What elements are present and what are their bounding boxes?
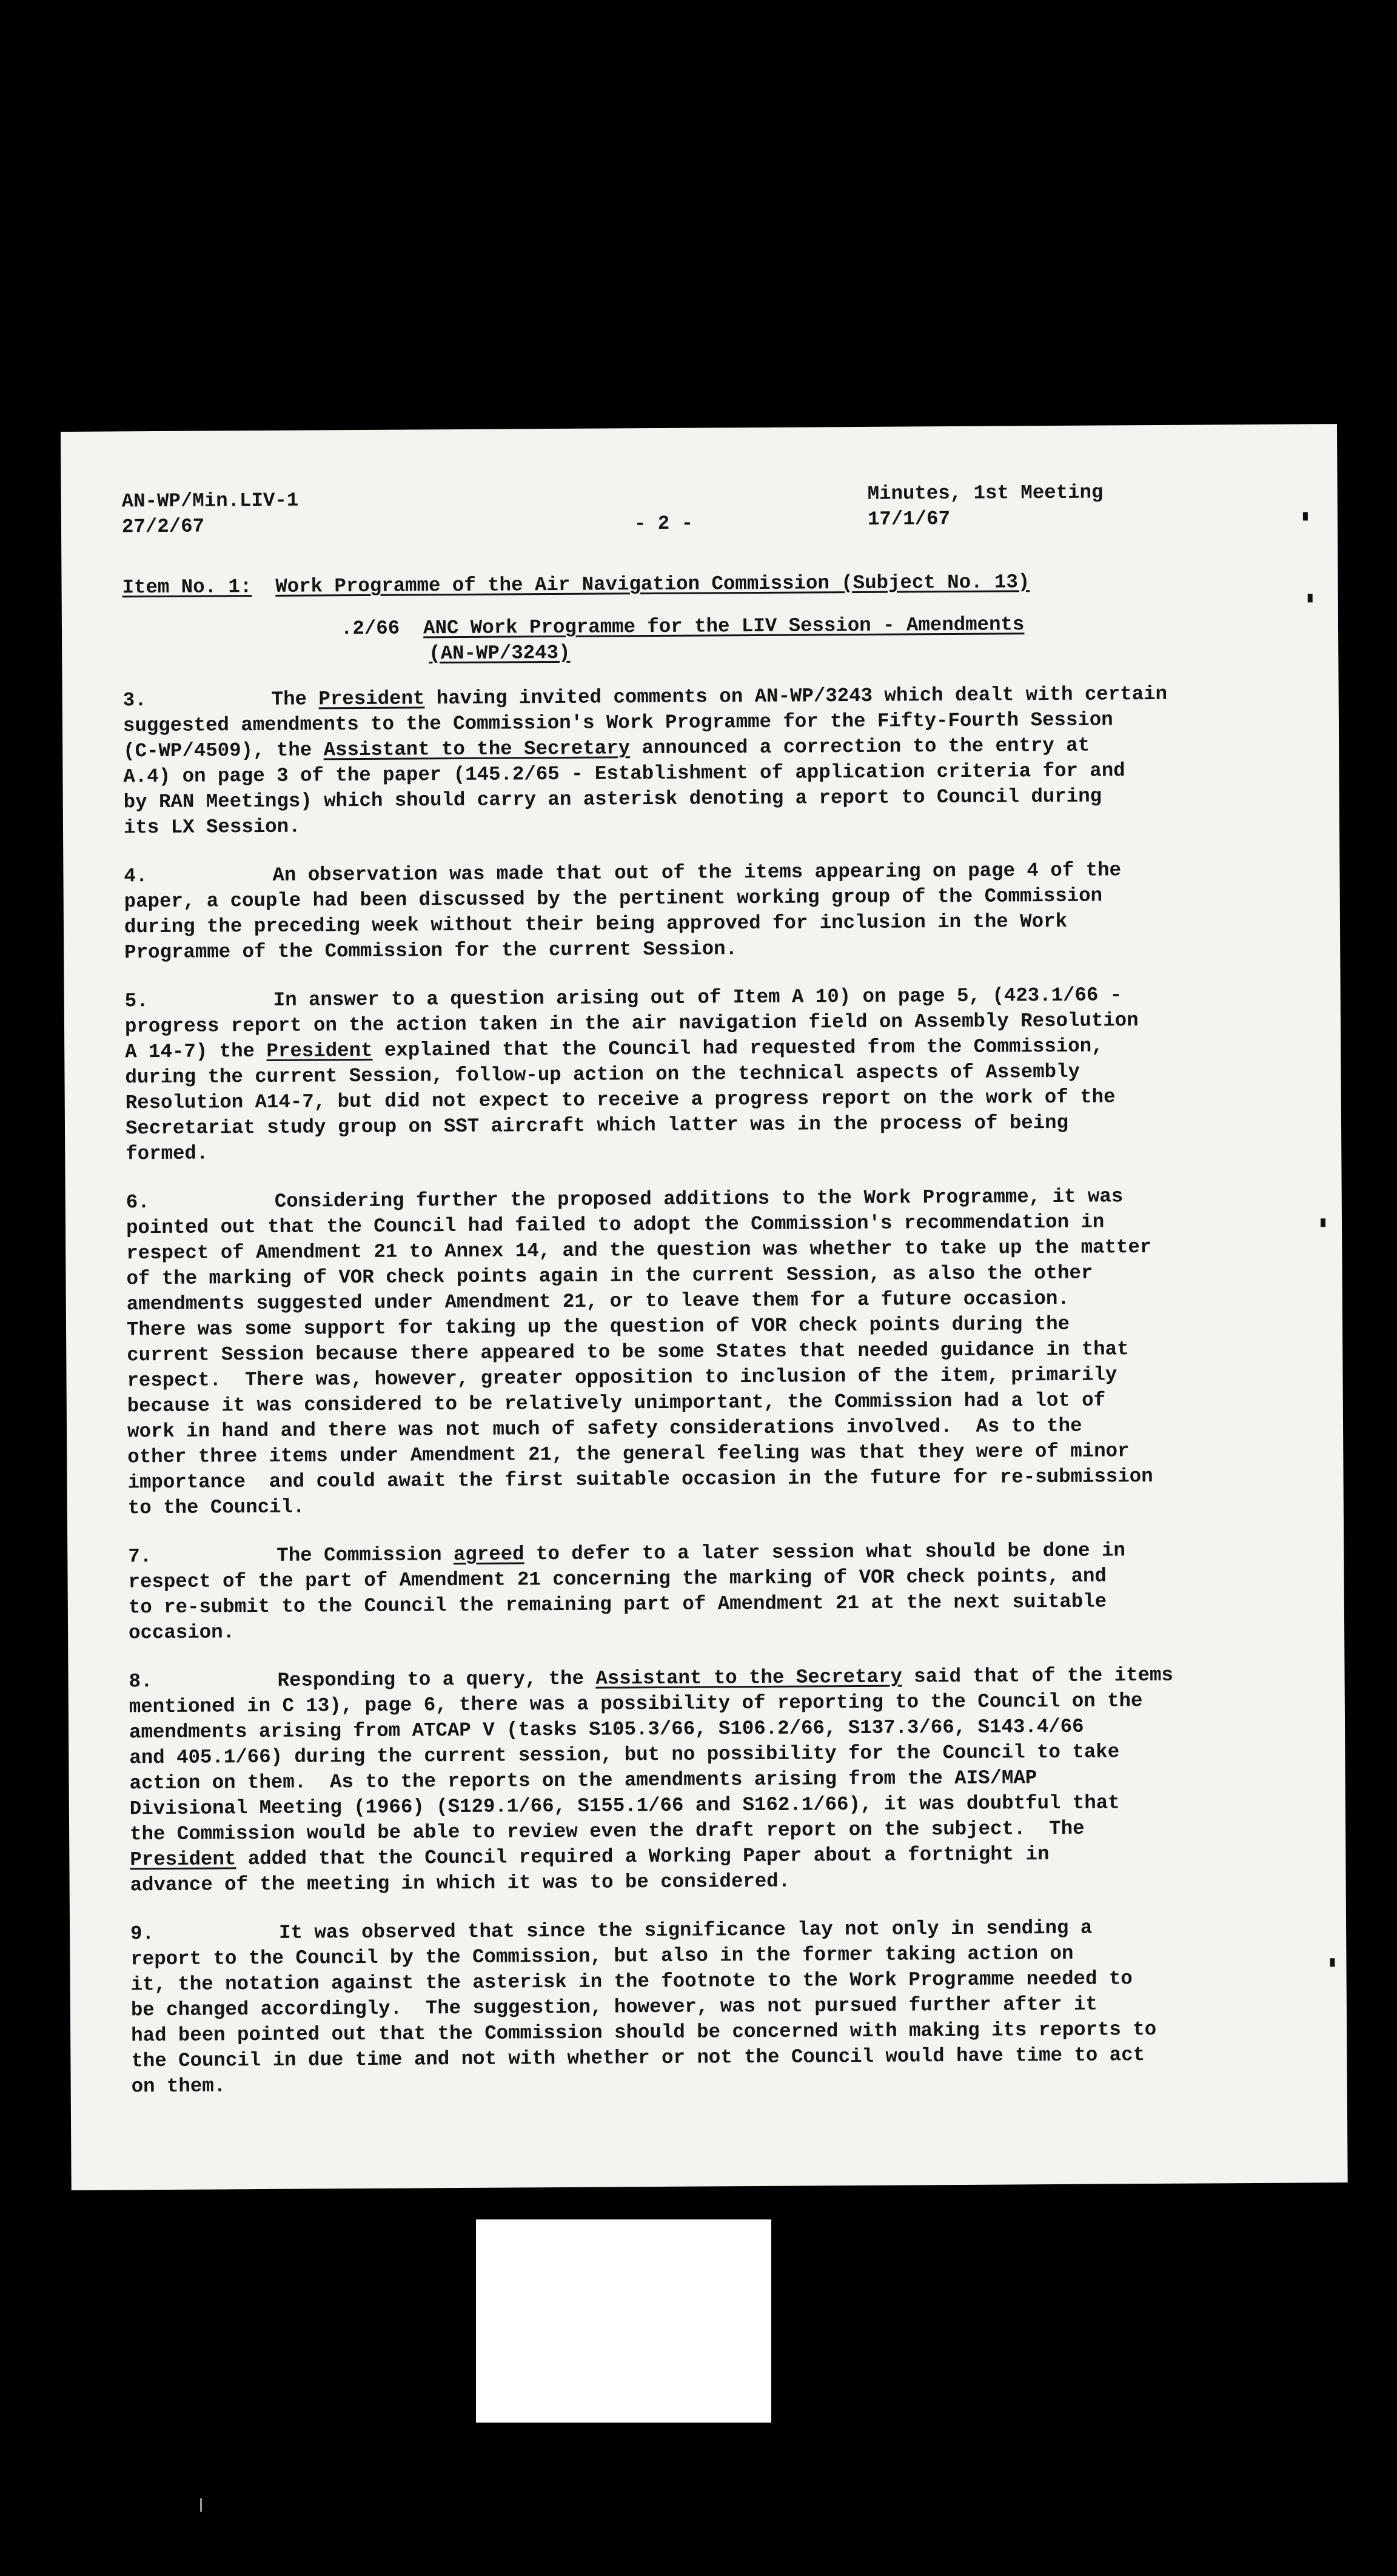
meeting-title: Minutes, 1st Meeting [867, 481, 1104, 505]
punch-hole-mark [1303, 512, 1308, 520]
assistant-secretary-ref: Assistant to the Secretary [595, 1665, 902, 1690]
paragraph-number: 8. [129, 1670, 153, 1693]
paragraph-6: 6. Considering further the proposed additions to the Work Programme, it was pointed out that the Council had failed to adopt the Commission's recommendation in respect of Amendment 21 to Annex 14, and the question was whether to take up the matter of the marking of VOR check points again in the current Session, as also the other amendments suggested under Amendment 21, or to leave them for a future occasion. There was some support for taking up the question of VOR check points during the current Session because there appeared to be some States that needed guidance in that respect. There was, however, greater opposition to inclusion of the item, primarily because it was considered to be relatively unimportant, the Commission had a lot of work in hand and there was not much of safety considerations involved. As to the other three items under Amendment 21, the general feeling was that they were of minor importance and could await the first suitable occasion in the future for re-submission to the Council. [126, 1185, 1153, 1520]
sub-item-ref: (AN-WP/3243) [429, 641, 571, 665]
punch-hole-mark [1308, 594, 1313, 602]
paragraph-number: 4. [124, 865, 148, 888]
sub-item-title: ANC Work Programme for the LIV Session - Amendments [423, 613, 1025, 640]
paragraph-9: 9. It was observed that since the significance lay not only in sending a report to the Council by the Commission, but also in the former taking action on it, the notation against the asterisk in the footnote to the Work Programme needed to be changed accordingly. The suggestion, however, was not pursued further after it had been pointed out that the Commission should be concerned with making its reports to the Council in due time and not with whether or not the Council would have time to act on them. [130, 1916, 1157, 2098]
paragraph-number: 7. [128, 1545, 152, 1568]
punch-hole-mark [1321, 1218, 1325, 1227]
president-ref: President [130, 1848, 236, 1871]
doc-reference: AN-WP/Min.LIV-1 [121, 489, 299, 513]
meeting-date: 17/1/67 [867, 508, 951, 531]
document-header [122, 481, 1305, 543]
paragraph-number: 6. [126, 1191, 150, 1214]
paragraph-number: 9. [130, 1922, 155, 1945]
film-frame-label [476, 2219, 771, 2423]
header-right [868, 480, 1104, 532]
header-left [122, 488, 299, 540]
sub-item-number: .2/66 [340, 617, 400, 640]
document-page [61, 424, 1348, 2190]
assistant-secretary-ref: Assistant to the Secretary [323, 737, 631, 762]
sub-item-heading [341, 610, 1305, 667]
president-ref: President [266, 1039, 373, 1062]
punch-hole-mark [1330, 1958, 1335, 1967]
doc-date: 27/2/67 [121, 515, 205, 538]
paragraph-number: 3. [122, 689, 147, 712]
item-heading [122, 568, 1304, 600]
paragraph-number: 5. [124, 990, 149, 1013]
paragraph-5: 5. In answer to a question arising out of Item A 10) on page 5, (423.1/66 - progress report on the action taken in the air navigation field on Assembly Resolution A 14-7) the President explained that the Council had requested from the Commission, during the current Session, follow-up action on the technical aspects of Assembly Resolution A14-7, but did not expect to receive a progress report on the work of the Secretariat study group on SST aircraft which latter was in the process of being formed. [124, 984, 1139, 1166]
paragraph-4: 4. An observation was made that out of the items appearing on page 4 of the paper, a couple had been discussed by the pertinent working group of the Commission during the preceding week without their being approved for inclusion in the Work Programme of the Commission for the current Session. [124, 859, 1122, 964]
paragraph-3: 3. The President having invited comments on AN-WP/3243 which dealt with certain suggested amendments to the Commission's Work Programme for the Fifty-Fourth Session (C-WP/4509), the Assistant to the Secretary announced a correction to the entry at A.4) on page 3 of the paper (145.2/65 - Establishment of application criteria for and by RAN Meetings) which should carry an asterisk denoting a report to Council during its LX Session. [122, 682, 1168, 839]
item-label: Item No. 1: [122, 575, 252, 599]
film-scratch-mark [200, 2498, 202, 2512]
paragraph-7: 7. The Commission agreed to defer to a later session what should be done in respect of the part of Amendment 21 concerning the marking of VOR check points, and to re-submit to the Council the remaining part of Amendment 21 at the next suitable occasion. [128, 1539, 1125, 1645]
paragraph-8: 8. Responding to a query, the Assistant to the Secretary said that of the items mentioned in C 13), page 6, there was a possibility of reporting to the Council on the amendments arising from ATCAP V (tasks S105.3/66, S106.2/66, S137.3/66, S143.4/66 and 405.1/66) during the current session, but no possibility for the Council to take action on them. As to the reports on the amendments arising from the AIS/MAP Divisional Meeting (1966) (S129.1/66, S155.1/66 and S162.1/66), it was doubtful that the Commission would be able to review even the draft report on the subject. The President added that the Council required a Working Paper about a fortnight in advance of the meeting in which it was to be considered. [129, 1663, 1173, 1897]
president-ref: President [318, 687, 425, 711]
page-number: - 2 - [634, 512, 694, 535]
item-title: Work Programme of the Air Navigation Commission (Subject No. 13) [275, 571, 1030, 598]
document-body [122, 481, 1314, 2122]
agreed-ref: agreed [453, 1543, 524, 1566]
